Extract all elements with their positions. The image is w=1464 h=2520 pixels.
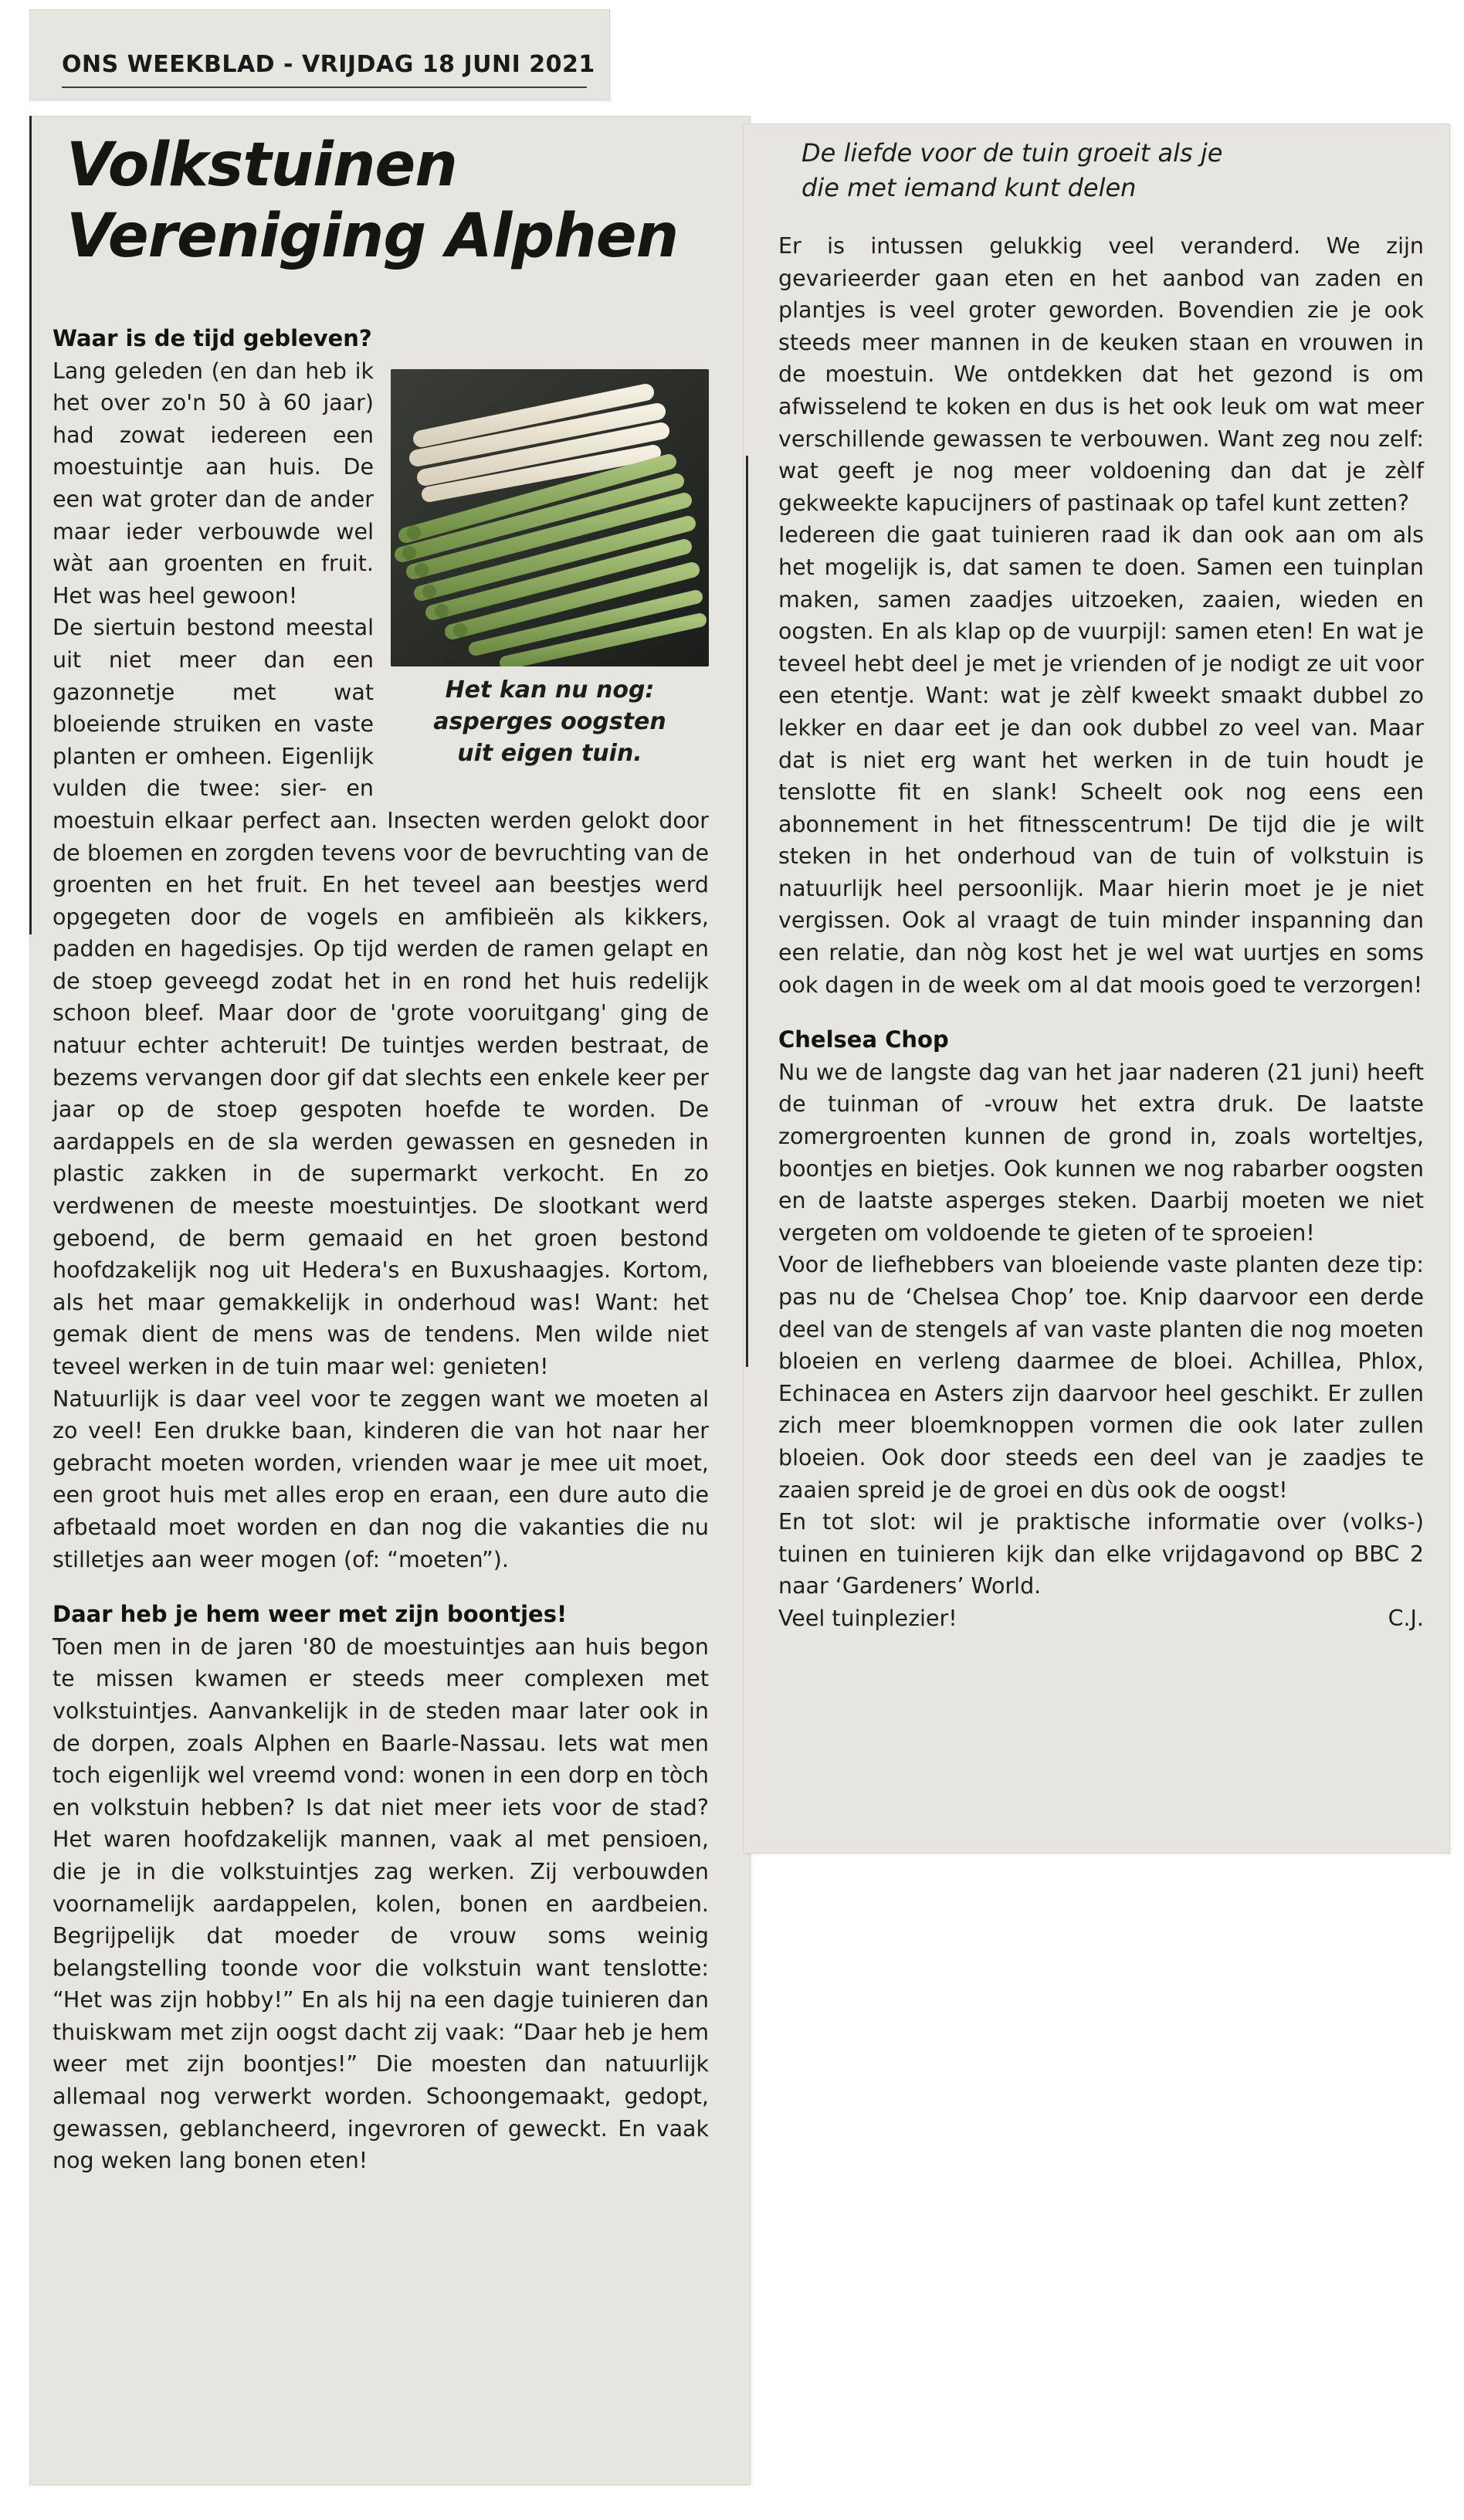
pull-quote-line-1: De liefde voor de tuin groeit als je (801, 138, 1223, 168)
paragraph-busy-life: Natuurlijk is daar veel voor te zeggen want we moeten al zo veel! Een drukke baan, kinderen die van hot naar her gebracht moeten worden, vrienden waar je mee uit moet, een groot huis met alles erop en eraan, een dure auto die afbetaald moet worden en dan nog die vakanties die nu stilletjes aan weer mogen (of: “moeten”). (53, 1385, 709, 1572)
paragraph-allotments: Toen men in de jaren '80 de moestuintjes aan huis begon te missen kwamen er steeds meer complexen met volkstuintjes. Aanvankelijk in de steden maar later ook in de dorpen, zoals Alphen en Baarle-Nassau. Iets wat men toch eigenlijk wel vreemd vond: wonen in een dorp en tòch en volkstuin hebben? Is dat niet meer iets voor de stad? Het waren hoofdzakelijk mannen, vaak al met pensioen, die je in die volkstuintjes zag werken. Zij verbouwden voornamelijk aardappelen, kolen, bonen en aardbeien. Begrijpelijk dat moeder de vrouw soms weinig belangstelling toonde voor die volkstuin want tenslotte: “Het was zijn hobby!” En als hij na een dagje tuinieren dan thuiskwam met zijn oogst dacht zij vaak: “Daar heb je hem weer met zijn boontjes!” Die moesten dan natuurlijk allemaal nog verwerkt worden. Schoongemaakt, gedopt, gewassen, geblancheerd, ingevroren of geweckt. En vaak nog weken lang bonen eten! (53, 1633, 709, 2174)
right-column (778, 230, 1424, 1635)
left-column (53, 323, 709, 2177)
masthead-rule (62, 86, 587, 88)
issue-date: VRIJDAG 18 JUNI 2021 (301, 51, 595, 78)
paragraph-ornamental-garden: De siertuin bestond meestal uit niet meer dan een gazonnetje met wat bloeiende struiken en vaste planten er omheen. Eigenlijk vulden die twee: sier- en moestuin elkaar perfect aan. Insecten werden gelokt door de bloemen en zorgden tevens voor de bevruchting van de groenten en het fruit. En het teveel aan beestjes werd opgegeten door de vogels en amfibieën als kikkers, padden en hagedisjes. Op tijd werden de ramen gelapt en de stoep geveegd zodat het in en rond het huis redelijk schoon bleef. Maar door de 'grote vooruitgang' ging de natuur echter achteruit! De tuintjes werden bestraat, de bezems vervangen door gif dat slechts een enkele keer per jaar op de stoep gespoten hoefde te worden. De aardappels en de sla werden gewassen en gesneden in plastic zakken in de supermarkt verkocht. En zo verdwenen de meeste moestuintjes. De slootkant werd geboend, de berm gemaaid en het groen bestond hoofdzakelijk nog uit Hedera's en Buxushaagjes. Kortom, als het maar gemakkelijk in onderhoud was! Want: het gemak dient de mens was de tendens. Men wilde niet teveel werken in de tuin maar wel: genieten! (53, 615, 709, 1379)
paragraph-longest-day: Nu we de langste dag van het jaar naderen (21 juni) heeft de tuinman of -vrouw het extra druk. De laatste zomergroenten kunnen de grond in, zoals worteltjes, boontjes en bietjes. Ook kunnen we nog rabarber oogsten en de laatste asperges steken. Daarbij moeten we niet vergeten om voldoende te gieten of te sproeien! (778, 1059, 1424, 1246)
closing-greeting: Veel tuinplezier! (778, 1605, 957, 1631)
pull-quote-line-2: die met iemand kunt delen (801, 173, 1137, 202)
paragraph-changed: Er is intussen gelukkig veel veranderd. We zijn gevarieerder gaan eten en het aanbod van zaden en plantjes is veel groter geworden. Bovendien zie je ook steeds meer mannen in de keuken staan en vrouwen in de moestuin. We ontdekken dat het gezond is om afwisselend te koken en dus is het ook leuk om wat meer verschillende gewassen te verbouwen. Want zeg nou zelf: wat geeft je nog meer voldoening dan dat je zèlf gekweekte kapucijners of pastinaak op tafel kunt zetten? (778, 233, 1424, 516)
left-column-rule (29, 116, 32, 934)
headline-line-2: Vereniging Alphen (66, 202, 679, 271)
masthead-clipping (29, 9, 610, 100)
right-column-rule (746, 456, 748, 1367)
photo-caption-line-2: asperges oogsten (433, 707, 666, 735)
issue-line (62, 51, 595, 78)
photo-caption-line-1: Het kan nu nog: (445, 676, 655, 704)
author-signature: C.J. (1388, 1605, 1424, 1631)
asparagus-photo (391, 369, 709, 666)
paragraph-chelsea-tip: Voor de liefhebbers van bloeiende vaste planten deze tip: pas nu de ‘Chelsea Chop’ toe. Knip daarvoor een derde deel van de stengels af van vaste planten die nog moeten bloeien en verleng daarmee de bloei. Achillea, Phlox, Echinacea en Asters zijn daarvoor heel geschikt. Er zullen zich meer bloemknoppen vormen die ook later zullen bloeien. Ook door steeds een deel van je zaadjes te zaaien spreid je de groei en dùs ook de oogst! (778, 1252, 1424, 1503)
photo-caption (391, 674, 709, 769)
section-heading-time: Waar is de tijd gebleven? (53, 325, 372, 351)
article-headline (66, 130, 700, 272)
section-heading-chelsea-chop: Chelsea Chop (778, 1026, 949, 1053)
paragraph-intro: Lang geleden (en dan heb ik het over zo'n 50 à 60 jaar) had zowat iedereen een moestuintje aan huis. De een wat groter dan de ander maar ieder verbouwde wel wàt aan groenten en fruit. Het was heel gewoon! (53, 358, 374, 609)
publication-name: ONS WEEKBLAD (62, 51, 276, 78)
closing-line (778, 1603, 1424, 1635)
asparagus-photo-icon (391, 369, 709, 666)
paragraph-bbc: En tot slot: wil je praktische informatie over (volks-) tuinen en tuinieren kijk dan elke vrijdagavond op BBC 2 naar ‘Gardeners’ World. (778, 1509, 1424, 1599)
photo-caption-line-3: uit eigen tuin. (457, 739, 642, 767)
section-heading-beans: Daar heb je hem weer met zijn boontjes! (53, 1601, 568, 1628)
headline-line-1: Volkstuinen (66, 131, 457, 200)
issue-separator: - (283, 51, 302, 78)
pull-quote (801, 136, 1342, 205)
intro-with-photo (53, 355, 709, 1383)
paragraph-together: Iedereen die gaat tuinieren raad ik dan ook aan om als het mogelijk is, dat samen te doen. Samen een tuinplan maken, samen zaadjes uitzoeken, zaaien, wieden en oogsten. En als klap op de vuurpijl: samen eten! En wat je teveel hebt deel je met je vrienden of je nodigt ze uit voor een etentje. Want: wat je zèlf kweekt smaakt dubbel zo lekker en daar eet je dan ook dubbel zo veel van. Maar dat is niet erg want het werken in de tuin houdt je tenslotte fit en slank! Scheelt ook nog eens een abonnement in het fitnesscentrum! De tijd die je wilt steken in het onderhoud van de tuin of volkstuin is natuurlijk heel persoonlijk. Maar hierin moet je je niet vergissen. Ook al vraagt de tuin minder inspanning dan een relatie, dan nòg kost het je wel wat uurtjes en soms ook dagen in de week om al dat moois goed te verzorgen! (778, 522, 1424, 998)
